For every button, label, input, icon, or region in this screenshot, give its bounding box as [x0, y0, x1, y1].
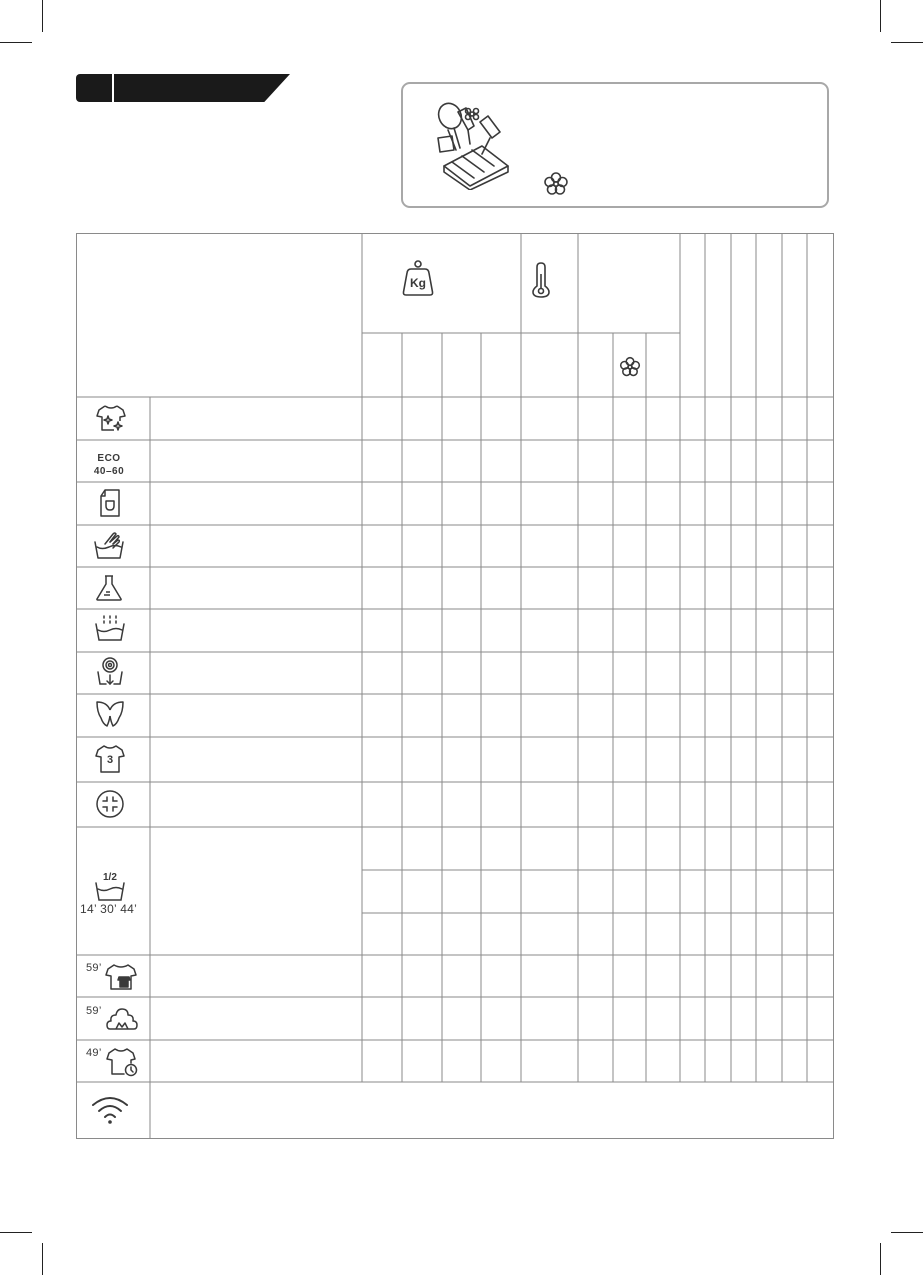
crop-mark — [42, 0, 43, 32]
program-table-grid — [76, 233, 834, 1139]
eco-40-60-label — [76, 452, 142, 478]
rinse-drops-icon — [94, 614, 126, 642]
butterfly-delicate-icon — [95, 700, 125, 728]
crop-mark — [0, 42, 32, 43]
compact-arrows-icon — [95, 789, 125, 819]
crop-mark — [891, 42, 923, 43]
eco-line-2: 40–60 — [93, 466, 125, 477]
program-duration: 49’ — [86, 1047, 102, 1059]
tshirt-badge: 3 — [106, 754, 114, 766]
half-load-fraction: 1/2 — [103, 872, 117, 883]
crop-mark — [891, 1232, 923, 1233]
spin-drain-icon — [96, 656, 124, 688]
program-duration: 59’ — [86, 962, 102, 974]
tshirt-sparkle-icon — [96, 404, 126, 432]
cotton-cloud-icon — [106, 1005, 138, 1033]
wifi-icon — [91, 1094, 129, 1126]
half-load-times: 14’ 30’ 44’ — [80, 902, 138, 916]
weight-kg-label: Kg — [410, 276, 426, 290]
crop-mark — [42, 1243, 43, 1275]
cotton-bale-icon — [99, 488, 121, 518]
tshirt-dark-icon — [105, 963, 137, 991]
tshirt-timer-icon — [106, 1047, 138, 1077]
program-table — [76, 233, 834, 1139]
hand-wash-icon — [93, 530, 125, 560]
eco-line-1: ECO — [97, 453, 121, 464]
program-duration: 59’ — [86, 1005, 102, 1017]
flask-icon — [95, 574, 123, 602]
detergent-drawer-icon — [430, 98, 520, 190]
section-header-tab — [76, 74, 290, 102]
section-header-divider — [112, 74, 114, 102]
crop-mark — [880, 1243, 881, 1275]
flower-softener-icon — [619, 356, 641, 378]
thermometer-icon — [532, 262, 550, 298]
crop-mark — [0, 1232, 32, 1233]
crop-mark — [880, 0, 881, 32]
flower-softener-icon — [543, 171, 569, 197]
half-load-icon — [94, 882, 126, 902]
